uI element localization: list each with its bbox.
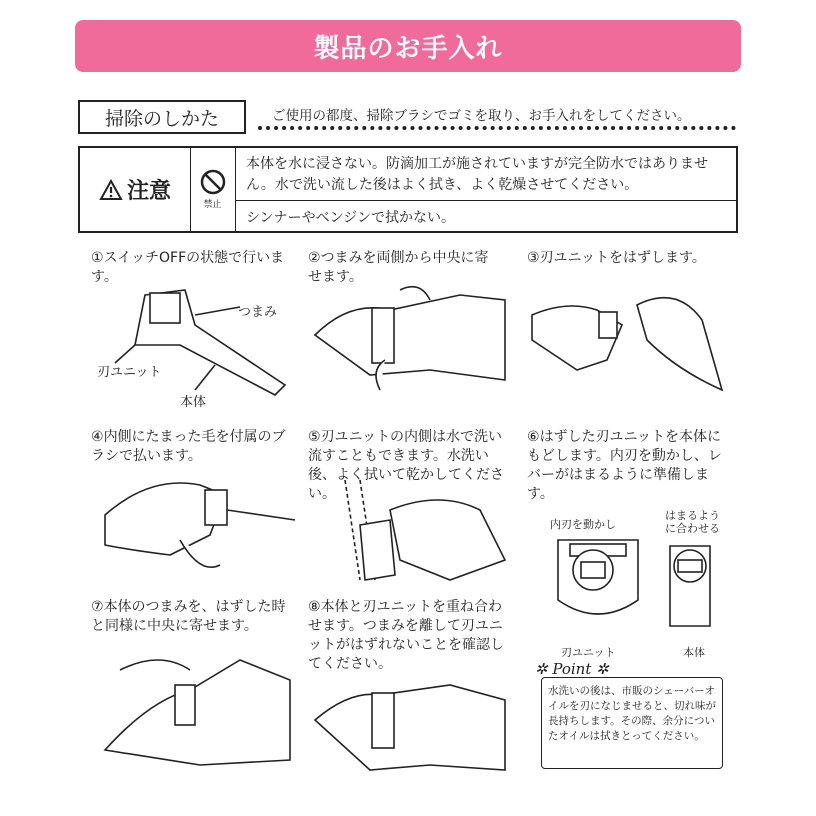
label-move-inner: 内刃を動かし [550,518,616,531]
label-body-6: 本体 [683,646,705,659]
prohibited-label: 禁止 [203,200,222,210]
step-7-illustration [100,640,300,770]
point-title: ✲ Point ✲ [535,660,609,678]
caution-box [78,146,738,233]
cleaning-note: ご使用の都度、掃除ブラシでゴミを取り、お手入れをしてください。 [272,108,691,124]
step-8-illustration [310,675,510,775]
body-illustration [660,536,720,630]
label-align: はまるように合わせる [665,509,720,535]
step-5-illustration [330,480,510,590]
step-6-text: ⑥はずした刃ユニットを本体にもどします。内刃を動かし、レバーがはまるように準備します。 [527,429,722,502]
caution-text-2: シンナーやベンジンで拭かない。 [246,210,455,226]
caution-divider [235,200,736,201]
step-2-illustration [310,280,510,400]
label-blade-unit-6: 刃ユニット [561,646,616,659]
label-blade-unit: 刃ユニット [97,365,162,380]
blade-unit-illustration [548,530,648,628]
step-4-text: ④内側にたまった毛を付属のブラシで払います。 [91,429,286,464]
warning-icon [99,179,123,201]
cleaning-label: 掃除のしかた [78,100,246,134]
label-body: 本体 [180,395,207,410]
step-4-illustration [100,465,300,580]
caution-text-1: 本体を水に浸さない。防滴加工が施されていますが完全防水ではありません。水で洗い流した後はよく拭き、よく乾燥させてください。 [246,156,708,193]
step-8-text: ⑧本体と刃ユニットを重ね合わせます。つまみを離して刃ユニットがはずれないことを確認してください。 [308,599,504,672]
dotted-divider [258,126,736,130]
label-tsumami: つまみ [238,305,278,320]
prohibited-icon [200,169,226,195]
step-3-illustration [527,280,727,400]
point-box: 水洗いの後は、市販のシェーバーオイルを刃になじませると、切れ味が長持ちします。その際、余分についたオイルは拭きとってください。 [541,677,723,769]
caution-label: 注意 [80,148,191,231]
step-2-text: ②つまみを両側から中央に寄せます。 [308,250,489,285]
step-7-text: ⑦本体のつまみを、はずした時と同様に中央に寄せます。 [91,599,286,634]
step-1-text: ①スイッチOFFの状態で行います。 [91,250,285,285]
step-3-text: ③刃ユニットをはずします。 [527,250,706,266]
prohibited-cell [190,148,236,231]
page-title: 製品のお手入れ [75,20,741,72]
step-5-text: ⑤刃ユニットの内側は水で洗い流すこともできます。水洗い後、よく拭いて乾かしてください。 [308,429,504,502]
